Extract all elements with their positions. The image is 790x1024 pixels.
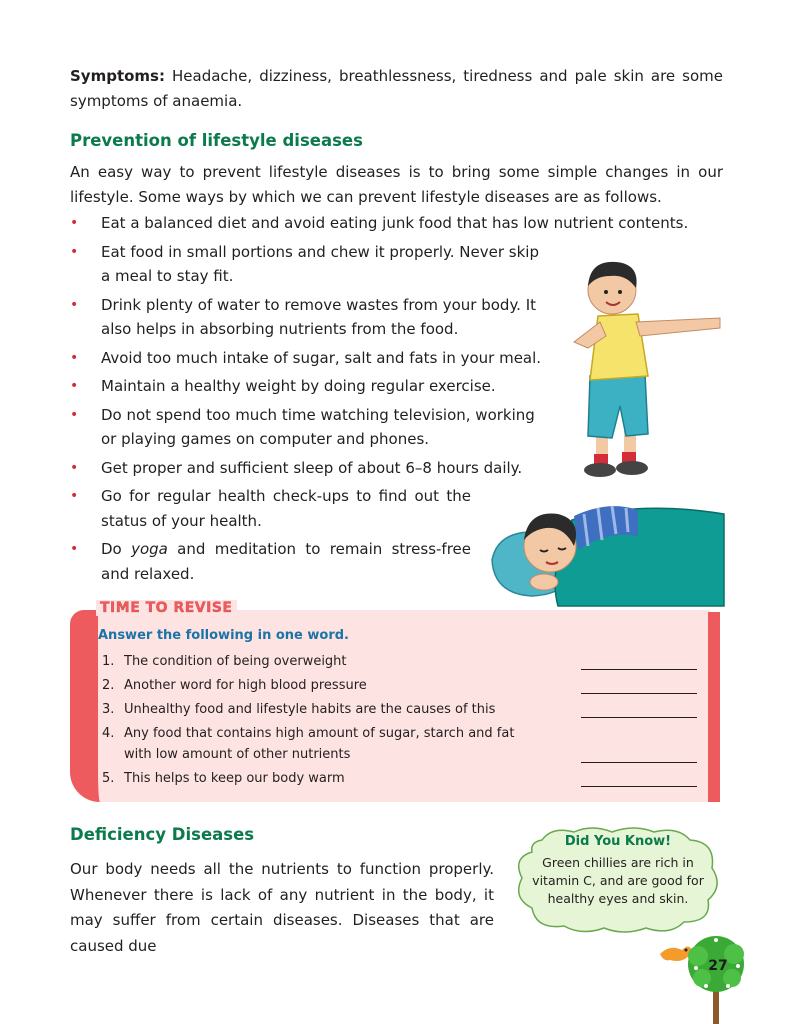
list-item: • Get proper and sufficient sleep of about 6–8 hours daily. [70, 456, 730, 481]
question-item: 3. Unhealthy food and lifestyle habits are the causes of this [102, 699, 697, 720]
list-item: • Avoid too much intake of sugar, salt and fats in your meal. [70, 346, 730, 371]
page-number-tree-icon [656, 934, 756, 1024]
time-to-revise-box [70, 600, 720, 802]
list-item: • Go for regular health check-ups to find out the status of your health. [70, 484, 730, 533]
answer-blank[interactable] [581, 761, 697, 763]
bullet-dot-icon: • [70, 541, 79, 557]
list-item: • Eat a balanced diet and avoid eating junk food that has low nutrient contents. [70, 211, 730, 236]
bullet-dot-icon: • [70, 488, 79, 504]
answer-blank[interactable] [581, 668, 697, 670]
revise-instruction: Answer the following in one word. [98, 628, 349, 643]
bullet-dot-icon: • [70, 215, 79, 231]
question-item: 2. Another word for high blood pressure [102, 675, 697, 696]
answer-blank[interactable] [581, 785, 697, 787]
boy-exercising-illustration [560, 256, 730, 486]
answer-blank[interactable] [581, 692, 697, 694]
page-number: 27 [708, 958, 728, 974]
prevention-heading: Prevention of lifestyle diseases [70, 131, 363, 150]
bullet-dot-icon: • [70, 378, 79, 394]
symptoms-paragraph [70, 64, 723, 114]
list-item: • Drink plenty of water to remove wastes from your body. It also helps in absorbing nutrients from the food. [70, 293, 730, 342]
answer-blank[interactable] [581, 716, 697, 718]
did-you-know-text: Green chillies are rich in vitamin C, and are good for healthy eyes and skin. [532, 855, 704, 906]
question-item: 5. This helps to keep our body warm [102, 768, 697, 789]
did-you-know-callout [512, 826, 724, 936]
list-item: • Do yoga and meditation to remain stress-free and relaxed. [70, 537, 730, 586]
bullet-dot-icon: • [70, 296, 79, 313]
list-item: • Eat food in small portions and chew it properly. Never skip a meal to stay fit. [70, 240, 730, 289]
bullet-dot-icon: • [70, 243, 79, 260]
symptoms-label: Symptoms: [70, 67, 165, 85]
bullet-dot-icon: • [70, 349, 79, 366]
prevention-intro: An easy way to prevent lifestyle diseases is to bring some simple changes in our lifestyle. Some ways by which we can prevent lifestyle diseases are as follows. [70, 163, 723, 206]
list-item: • Maintain a healthy weight by doing regular exercise. [70, 374, 730, 399]
deficiency-heading: Deficiency Diseases [70, 825, 255, 844]
revise-title: TIME TO REVISE [96, 600, 237, 616]
symptoms-text: Headache, dizziness, breathlessness, tiredness and pale skin are some symptoms of anaemia. [70, 67, 723, 110]
question-item: 4. Any food that contains high amount of sugar, starch and fat with low amount of other nutrients [102, 723, 697, 765]
revise-question-list [102, 651, 697, 792]
question-item: 1. The condition of being overweight [102, 651, 697, 672]
bullet-dot-icon: • [70, 459, 79, 476]
deficiency-paragraph: Our body needs all the nutrients to function properly. Whenever there is lack of any nutrient in the body, it may suffer from certain diseases. Diseases that are caused due [70, 860, 494, 955]
did-you-know-title: Did You Know! [564, 834, 672, 849]
sleeping-boy-illustration [488, 490, 726, 610]
revise-right-bar [708, 612, 720, 802]
bullet-dot-icon: • [70, 406, 79, 423]
list-item: • Do not spend too much time watching television, working or playing games on computer and phones. [70, 403, 730, 452]
